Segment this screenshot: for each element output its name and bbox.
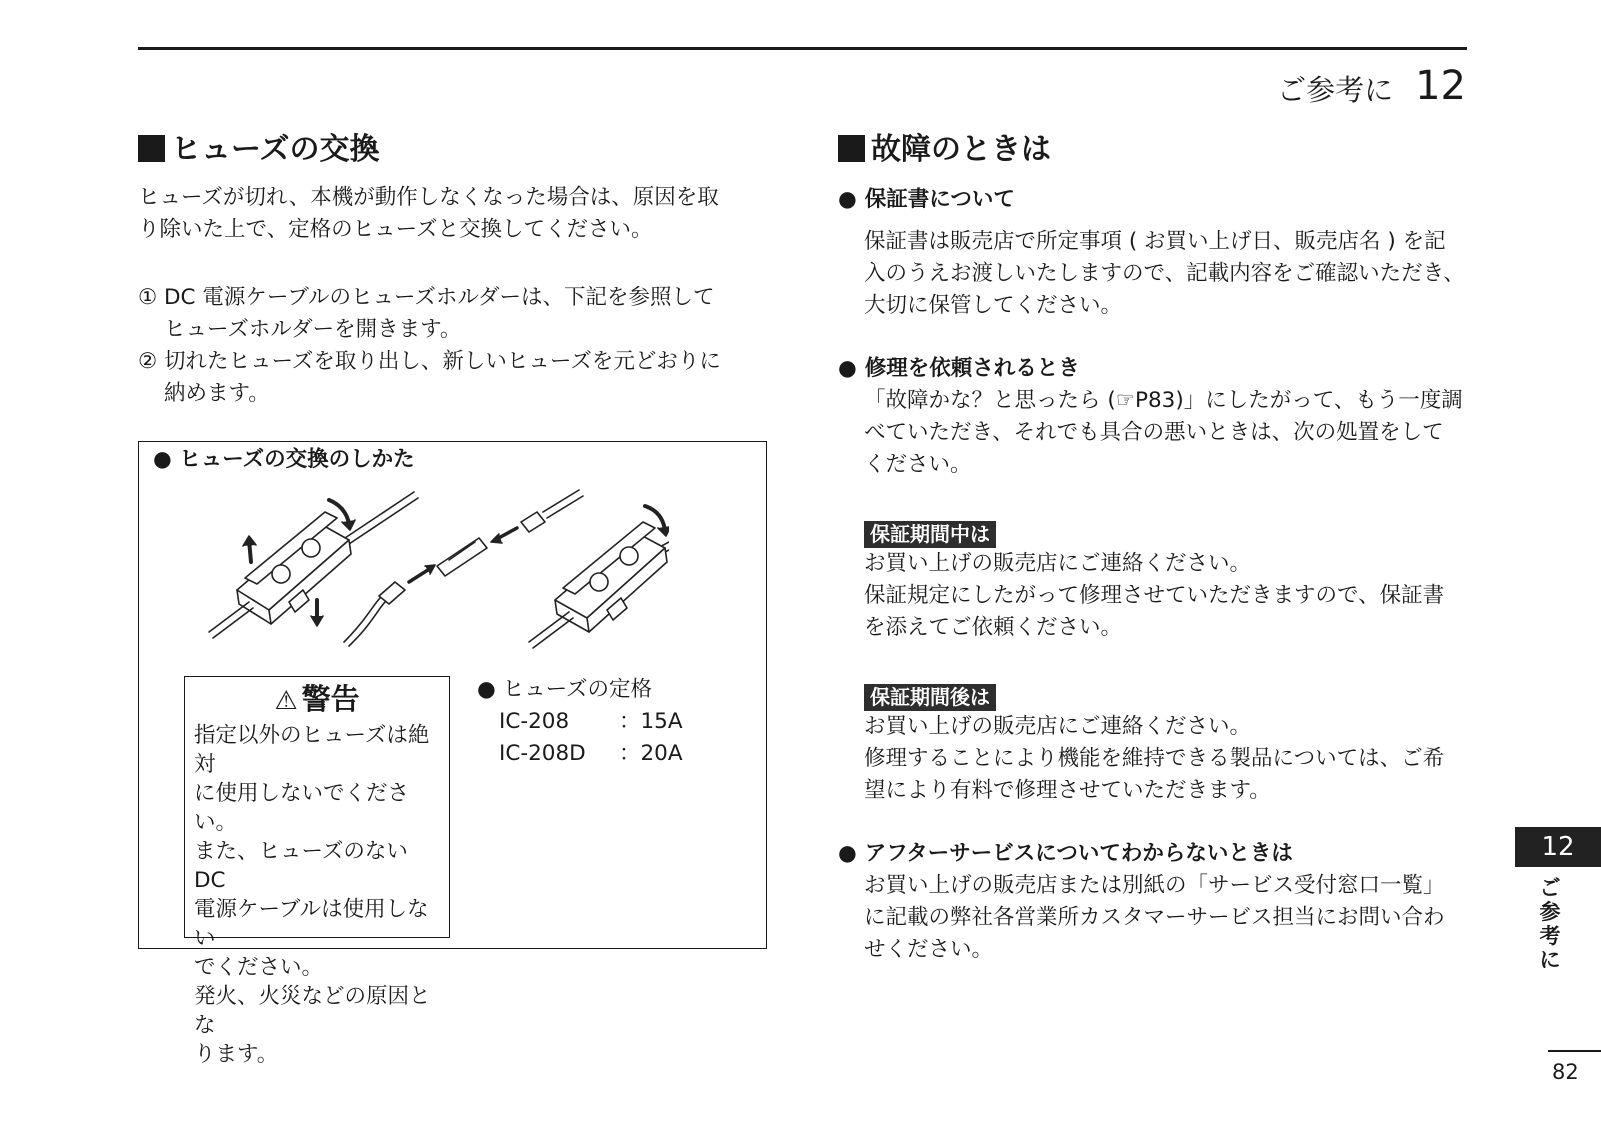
post-warranty-section: 保証期間後は お買い上げの販売店にご連絡ください。 修理することにより機能を維持できる製品については、ご希 望により有料で修理させていただきます。	[864, 685, 1445, 803]
step-1: ① DC 電源ケーブルのヒューズホルダーは、下記を参照して ヒューズホルダーを開きます。	[138, 285, 715, 342]
square-bullet-icon	[838, 135, 865, 162]
warning-box	[184, 676, 450, 1067]
footer-rule	[1548, 1050, 1601, 1052]
repair-section: ● 修理を依頼されるとき 「故障かな？と思ったら (☞P83)」にしたがって、もう一度調 べていただき、それでも具合の悪いときは、次の処置をして ください。	[838, 353, 1478, 481]
fuse-intro: ヒューズが切れ、本機が動作しなくなった場合は、原因を取 り除いた上で、定格のヒューズと交換してください。	[138, 185, 719, 242]
warning-text: 指定以外のヒューズは絶対 に使用しないでください。 また、ヒューズのない DC 電源ケーブルは使用しない でください。 発火、火災などの原因とな ります。	[194, 723, 431, 1067]
top-rule	[138, 47, 1467, 50]
fuse-holder-illustration	[199, 482, 669, 652]
section-title: ● アフターサービスについてわからないときは	[838, 841, 1293, 866]
page-header	[1277, 62, 1466, 110]
rating-title: ● ヒューズの定格	[477, 677, 653, 702]
in-warranty-tag: 保証期間中は	[864, 521, 996, 548]
chapter-tab: 12	[1515, 827, 1601, 867]
fuse-rating	[477, 674, 683, 770]
fuse-steps	[138, 282, 772, 410]
trouble-heading: 故障のときは	[838, 130, 1051, 170]
fuse-heading: ヒューズの交換	[138, 130, 380, 170]
header-title: ご参考に	[1277, 73, 1394, 107]
box-title: ● ヒューズの交換のしかた	[153, 447, 415, 472]
section-title: ● 修理を依頼されるとき	[838, 356, 1080, 381]
rating-row: IC-208 ：15A	[499, 709, 683, 734]
in-warranty-section: 保証期間中は お買い上げの販売店にご連絡ください。 保証規定にしたがって修理させていただきますので、保証書 を添えてご依頼ください。	[864, 522, 1445, 640]
header-chapter-number: 12	[1415, 63, 1466, 109]
page-number: 82	[1552, 1060, 1579, 1084]
step-2: ② 切れたヒューズを取り出し、新しいヒューズを元どおりに 納めます。	[138, 349, 721, 406]
warranty-section: ● 保証書について 保証書は販売店で所定事項 ( お買い上げ日、販売店名 ) を記 入のうえお渡しいたしますので、記載内容をご確認いただき、 大切に保管してください。	[838, 184, 1478, 322]
fuse-replacement-box	[138, 441, 767, 1067]
post-warranty-tag: 保証期間後は	[864, 684, 996, 711]
warning-triangle-icon: ⚠	[274, 686, 298, 716]
square-bullet-icon	[138, 135, 165, 162]
chapter-tab-label: ご 参 考 に	[1539, 876, 1561, 972]
after-service-section: ● アフターサービスについてわからないときは お買い上げの販売店または別紙の「サービス受付窓口一覧」 に記載の弊社各営業所カスタマーサービス担当にお問い合わ せください。	[838, 838, 1478, 966]
warning-title: ⚠ 警告	[274, 682, 360, 716]
rating-row: IC-208D ：20A	[499, 741, 683, 766]
section-title: ● 保証書について	[838, 187, 1015, 212]
